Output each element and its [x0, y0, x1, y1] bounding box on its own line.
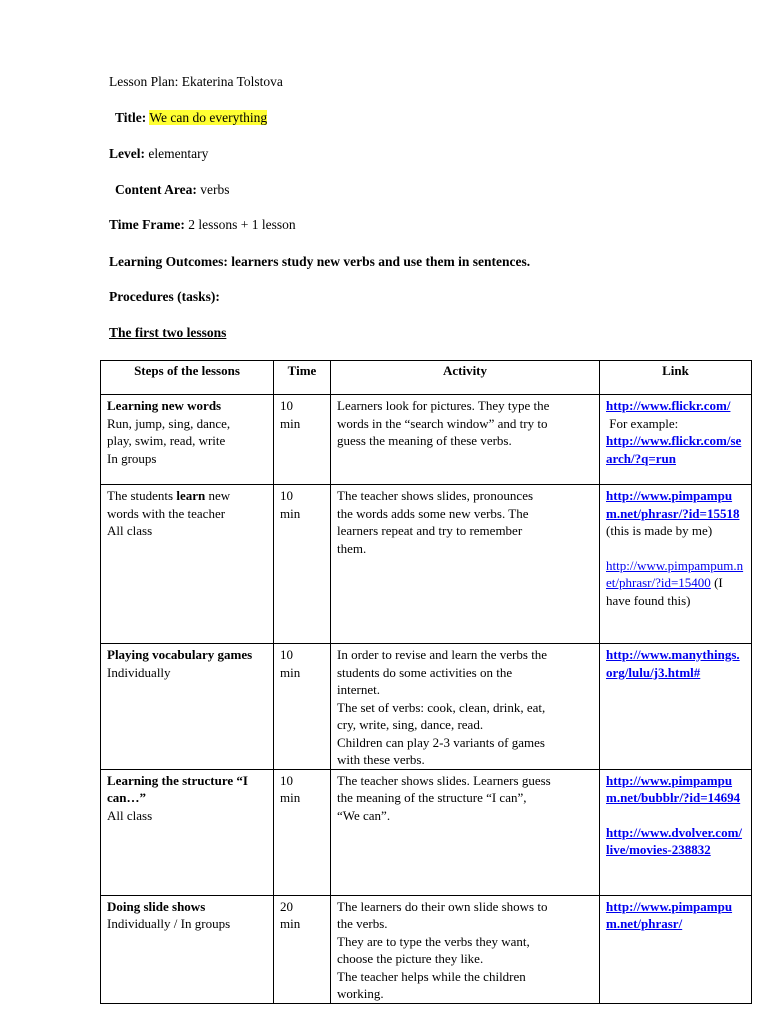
table-row: [101, 769, 752, 895]
manythings-link[interactable]: http://www.manythings.org/lulu/j3.html#: [606, 647, 740, 680]
flickr-link[interactable]: http://www.flickr.com/: [606, 398, 731, 413]
link-note: For example:: [606, 415, 679, 431]
activity-cell: [331, 485, 600, 644]
learning-outcomes: Learning Outcomes: learners study new verbs and use them in sentences.: [109, 254, 531, 269]
activity-cell: [331, 895, 600, 1003]
time-cell: [274, 769, 331, 895]
time-unit: min: [280, 664, 301, 680]
time-unit: min: [280, 415, 301, 431]
link-note: (I have found this): [606, 575, 723, 608]
activity-line: words in the “search window” and try to: [337, 415, 548, 431]
link-cell: [600, 769, 752, 895]
activity-line: choose the picture they like.: [337, 951, 484, 966]
step-line: Run, jump, sing, dance,: [107, 415, 231, 431]
procedures-heading: Procedures (tasks):: [109, 289, 220, 304]
section-title: The first two lessons: [109, 325, 227, 340]
author-line: [109, 74, 283, 90]
step-cell: [101, 485, 274, 644]
phrasr-link-15400[interactable]: http://www.pimpampum.net/phrasr/?id=15400: [606, 557, 744, 590]
table-row: [101, 485, 752, 644]
time-cell: [274, 485, 331, 644]
lesson-table: [100, 360, 752, 1004]
time-value: 10: [280, 398, 293, 413]
step-title: Learning new words: [107, 398, 222, 413]
content-area-label: Content Area:: [115, 182, 197, 197]
step-cell: [101, 395, 274, 485]
activity-line: internet.: [337, 682, 380, 697]
activity-cell: [331, 395, 600, 485]
activity-line: The teacher helps while the children: [337, 968, 526, 984]
activity-line: cry, write, sing, dance, read.: [337, 717, 484, 732]
table-row: [101, 644, 752, 770]
link-cell: [600, 895, 752, 1003]
header-steps: Steps of the lessons: [101, 361, 274, 395]
time-frame-label: Time Frame:: [109, 217, 185, 232]
activity-cell: [331, 644, 600, 770]
header-time: Time: [274, 361, 331, 395]
time-value: 10: [280, 647, 293, 662]
activity-line: They are to type the verbs they want,: [337, 933, 530, 949]
time-value: 10: [280, 488, 293, 503]
dvolver-link[interactable]: http://www.dvolver.com/live/movies-238832: [606, 824, 743, 857]
activity-line: Learners look for pictures. They type the: [337, 398, 550, 413]
step-cell: [101, 769, 274, 895]
title-value: We can do everything: [149, 110, 268, 125]
activity-line: In order to revise and learn the verbs the: [337, 647, 548, 662]
link-note: (this is made by me): [606, 523, 713, 538]
activity-line: The set of verbs: cook, clean, drink, eat,: [337, 699, 546, 715]
header-link: Link: [600, 361, 752, 395]
phrasr-link-15518[interactable]: http://www.pimpampum.net/phrasr/?id=15518: [606, 488, 740, 521]
step-cell: [101, 895, 274, 1003]
activity-line: students do some activities on the: [337, 664, 513, 680]
step-title: [107, 487, 267, 505]
level-line: [109, 146, 208, 162]
activity-line: The teacher shows slides. Learners guess: [337, 772, 551, 788]
time-cell: [274, 895, 331, 1003]
content-area-value: verbs: [200, 182, 230, 197]
table-row: [101, 395, 752, 485]
activity-line: “We can”.: [337, 807, 391, 823]
time-value: 10: [280, 772, 293, 788]
time-frame-value: 2 lessons + 1 lesson: [188, 217, 296, 232]
time-cell: [274, 395, 331, 485]
activity-line: Children can play 2-3 variants of games: [337, 734, 545, 750]
link-cell: [600, 485, 752, 644]
time-unit: min: [280, 916, 301, 931]
table-row: [101, 895, 752, 1003]
phrasr-link[interactable]: http://www.pimpampum.net/phrasr/: [606, 898, 733, 931]
step-title: Playing vocabulary games: [107, 647, 253, 662]
step-title: Learning the structure “I can…”: [107, 772, 248, 805]
step-line: Individually / In groups: [107, 916, 231, 931]
step-line: words with the teacher: [107, 505, 226, 521]
activity-line: the meaning of the structure “I can”,: [337, 790, 527, 805]
time-cell: [274, 644, 331, 770]
step-cell: [101, 644, 274, 770]
time-value: 20: [280, 898, 293, 914]
flickr-search-link[interactable]: http://www.flickr.com/search/?q=run: [606, 433, 742, 466]
step-text: new: [205, 488, 231, 503]
activity-line: guess the meaning of these verbs.: [337, 433, 512, 448]
activity-line: The learners do their own slide shows to: [337, 898, 548, 914]
activity-line: the words adds some new verbs. The: [337, 505, 529, 521]
activity-line: them.: [337, 540, 367, 556]
step-bold-text: learn: [176, 488, 206, 503]
time-unit: min: [280, 505, 301, 521]
content-area-line: [115, 182, 230, 198]
activity-line: the verbs.: [337, 916, 388, 931]
step-line: In groups: [107, 450, 157, 466]
time-unit: min: [280, 790, 301, 805]
step-line: All class: [107, 807, 153, 823]
activity-line: with these verbs.: [337, 752, 425, 767]
title-line: [115, 110, 267, 126]
activity-line: The teacher shows slides, pronounces: [337, 488, 534, 503]
title-label: Title:: [115, 110, 147, 125]
step-line: Individually: [107, 664, 171, 680]
activity-cell: [331, 769, 600, 895]
level-label: Level:: [109, 146, 145, 161]
step-title: Doing slide shows: [107, 898, 206, 914]
step-line: All class: [107, 523, 153, 538]
author-text: Lesson Plan: Ekaterina Tolstova: [109, 74, 283, 89]
activity-line: learners repeat and try to remember: [337, 523, 523, 538]
link-cell: [600, 395, 752, 485]
link-cell: [600, 644, 752, 770]
time-frame-line: [109, 217, 296, 233]
activity-line: working.: [337, 986, 384, 1001]
table-header-row: [101, 361, 752, 395]
bubblr-link[interactable]: http://www.pimpampum.net/bubblr/?id=14694: [606, 772, 741, 805]
step-text: The students: [107, 488, 177, 503]
level-value: elementary: [148, 146, 209, 161]
header-activity: Activity: [331, 361, 600, 395]
step-line: play, swim, read, write: [107, 433, 226, 448]
